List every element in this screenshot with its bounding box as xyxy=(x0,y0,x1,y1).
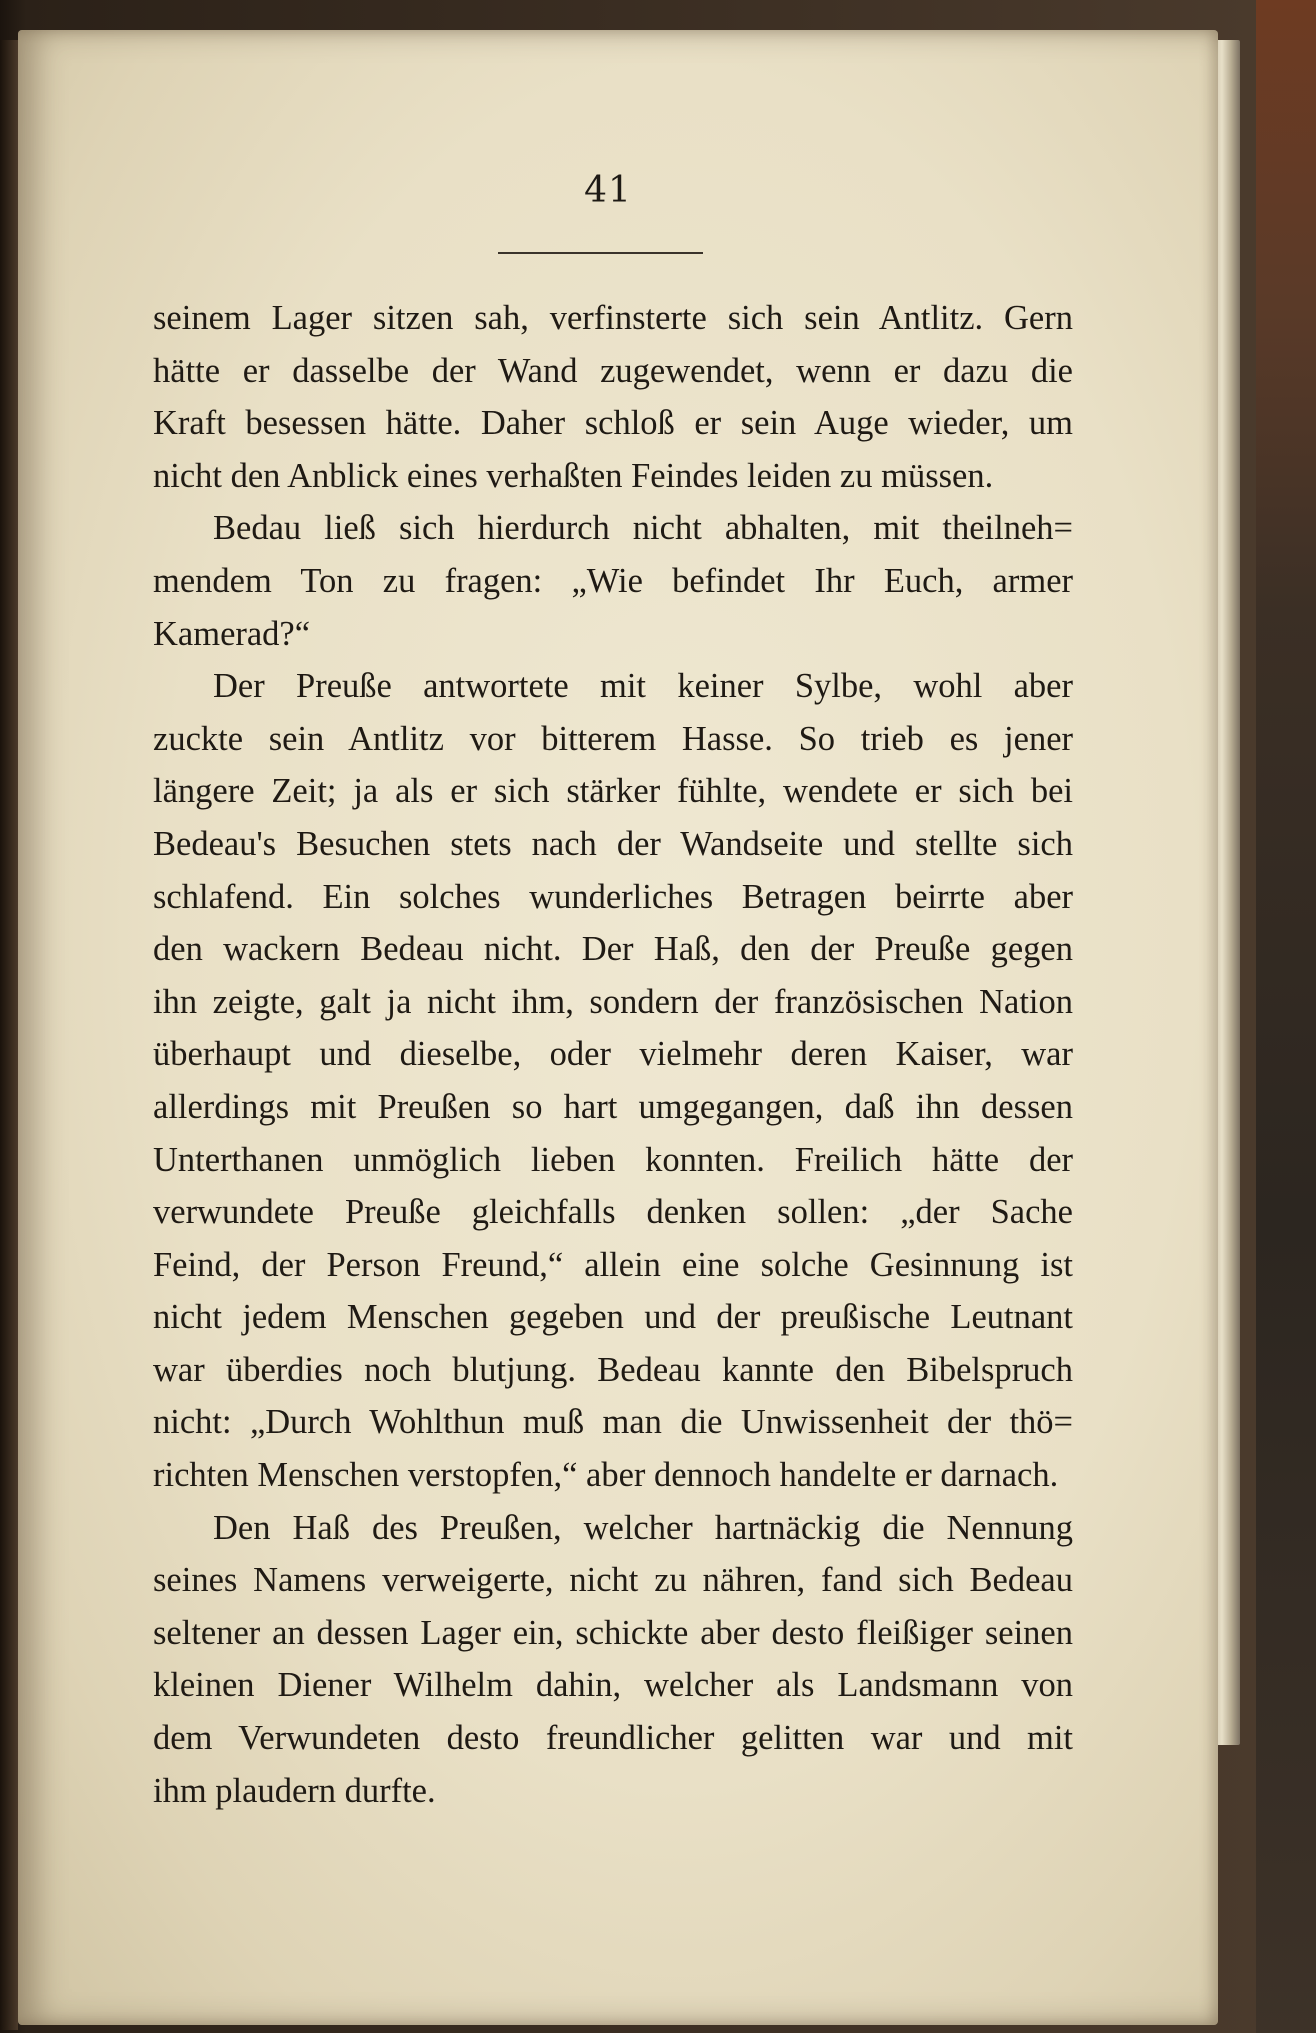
text-line: hätte er dasselbe der Wand zugewendet, wenn er dazu die xyxy=(153,351,1073,390)
text-line: Unterthanen unmöglich lieben konnten. Freilich hätte der xyxy=(153,1140,1073,1179)
text-line: Feind, der Person Freund,“ allein eine solche Gesinnung ist xyxy=(153,1245,1073,1284)
text-line: seines Namens verweigerte, nicht zu nähren, fand sich Bedeau xyxy=(153,1561,1073,1600)
text-line: Kamerad?“ xyxy=(153,614,311,653)
text-line: war überdies noch blutjung. Bedeau kannte den Bibelspruch xyxy=(153,1350,1073,1389)
text-line: richten Menschen verstopfen,“ aber dennoch handelte er darnach. xyxy=(153,1456,1059,1495)
header-rule xyxy=(498,252,703,254)
text-line: Bedeau's Besuchen stets nach der Wandseite und stellte sich xyxy=(153,824,1073,863)
text-line: mendem Ton zu fragen: „Wie befindet Ihr Euch, armer xyxy=(153,561,1073,600)
text-line: Der Preuße antwortete mit keiner Sylbe, wohl aber xyxy=(213,667,1073,706)
body-text xyxy=(153,292,1073,1817)
text-line: kleinen Diener Wilhelm dahin, welcher als Landsmann von xyxy=(153,1666,1073,1705)
text-line: zuckte sein Antlitz vor bitterem Hasse. So trieb es jener xyxy=(153,719,1073,758)
text-line: dem Verwundeten desto freundlicher gelitten war und mit xyxy=(153,1719,1073,1758)
text-line: längere Zeit; ja als er sich stärker fühlte, wendete er sich bei xyxy=(153,772,1073,811)
text-line: nicht jedem Menschen gegeben und der preußische Leutnant xyxy=(153,1298,1073,1337)
text-line: überhaupt und dieselbe, oder vielmehr deren Kaiser, war xyxy=(153,1035,1073,1074)
text-line: den wackern Bedeau nicht. Der Haß, den der Preuße gegen xyxy=(153,930,1073,969)
text-line: nicht: „Durch Wohlthun muß man die Unwissenheit der thö= xyxy=(153,1403,1073,1442)
text-line: ihn zeigte, galt ja nicht ihm, sondern der französischen Nation xyxy=(153,982,1073,1021)
text-line: Den Haß des Preußen, welcher hartnäckig die Nennung xyxy=(213,1508,1073,1547)
book-page xyxy=(18,30,1218,2025)
text-line: seltener an dessen Lager ein, schickte aber desto fleißiger seinen xyxy=(153,1613,1073,1652)
text-line: schlafend. Ein solches wunderliches Betragen beirrte aber xyxy=(153,877,1073,916)
book-binding xyxy=(0,40,18,2030)
text-line: Kraft besessen hätte. Daher schloß er sein Auge wieder, um xyxy=(153,404,1073,443)
text-line: ihm plaudern durfte. xyxy=(153,1771,436,1810)
text-line: verwundete Preuße gleichfalls denken sollen: „der Sache xyxy=(153,1193,1073,1232)
text-line: seinem Lager sitzen sah, verfinsterte sich sein Antlitz. Gern xyxy=(153,299,1073,337)
book-cover-edge xyxy=(1256,0,1316,2033)
text-line: Bedau ließ sich hierdurch nicht abhalten, mit theilneh= xyxy=(213,509,1073,548)
text-line: nicht den Anblick eines verhaßten Feindes leiden zu müssen. xyxy=(153,456,994,495)
text-line: allerdings mit Preußen so hart umgegangen, daß ihn dessen xyxy=(153,1087,1073,1126)
page-number: 41 xyxy=(584,170,632,211)
